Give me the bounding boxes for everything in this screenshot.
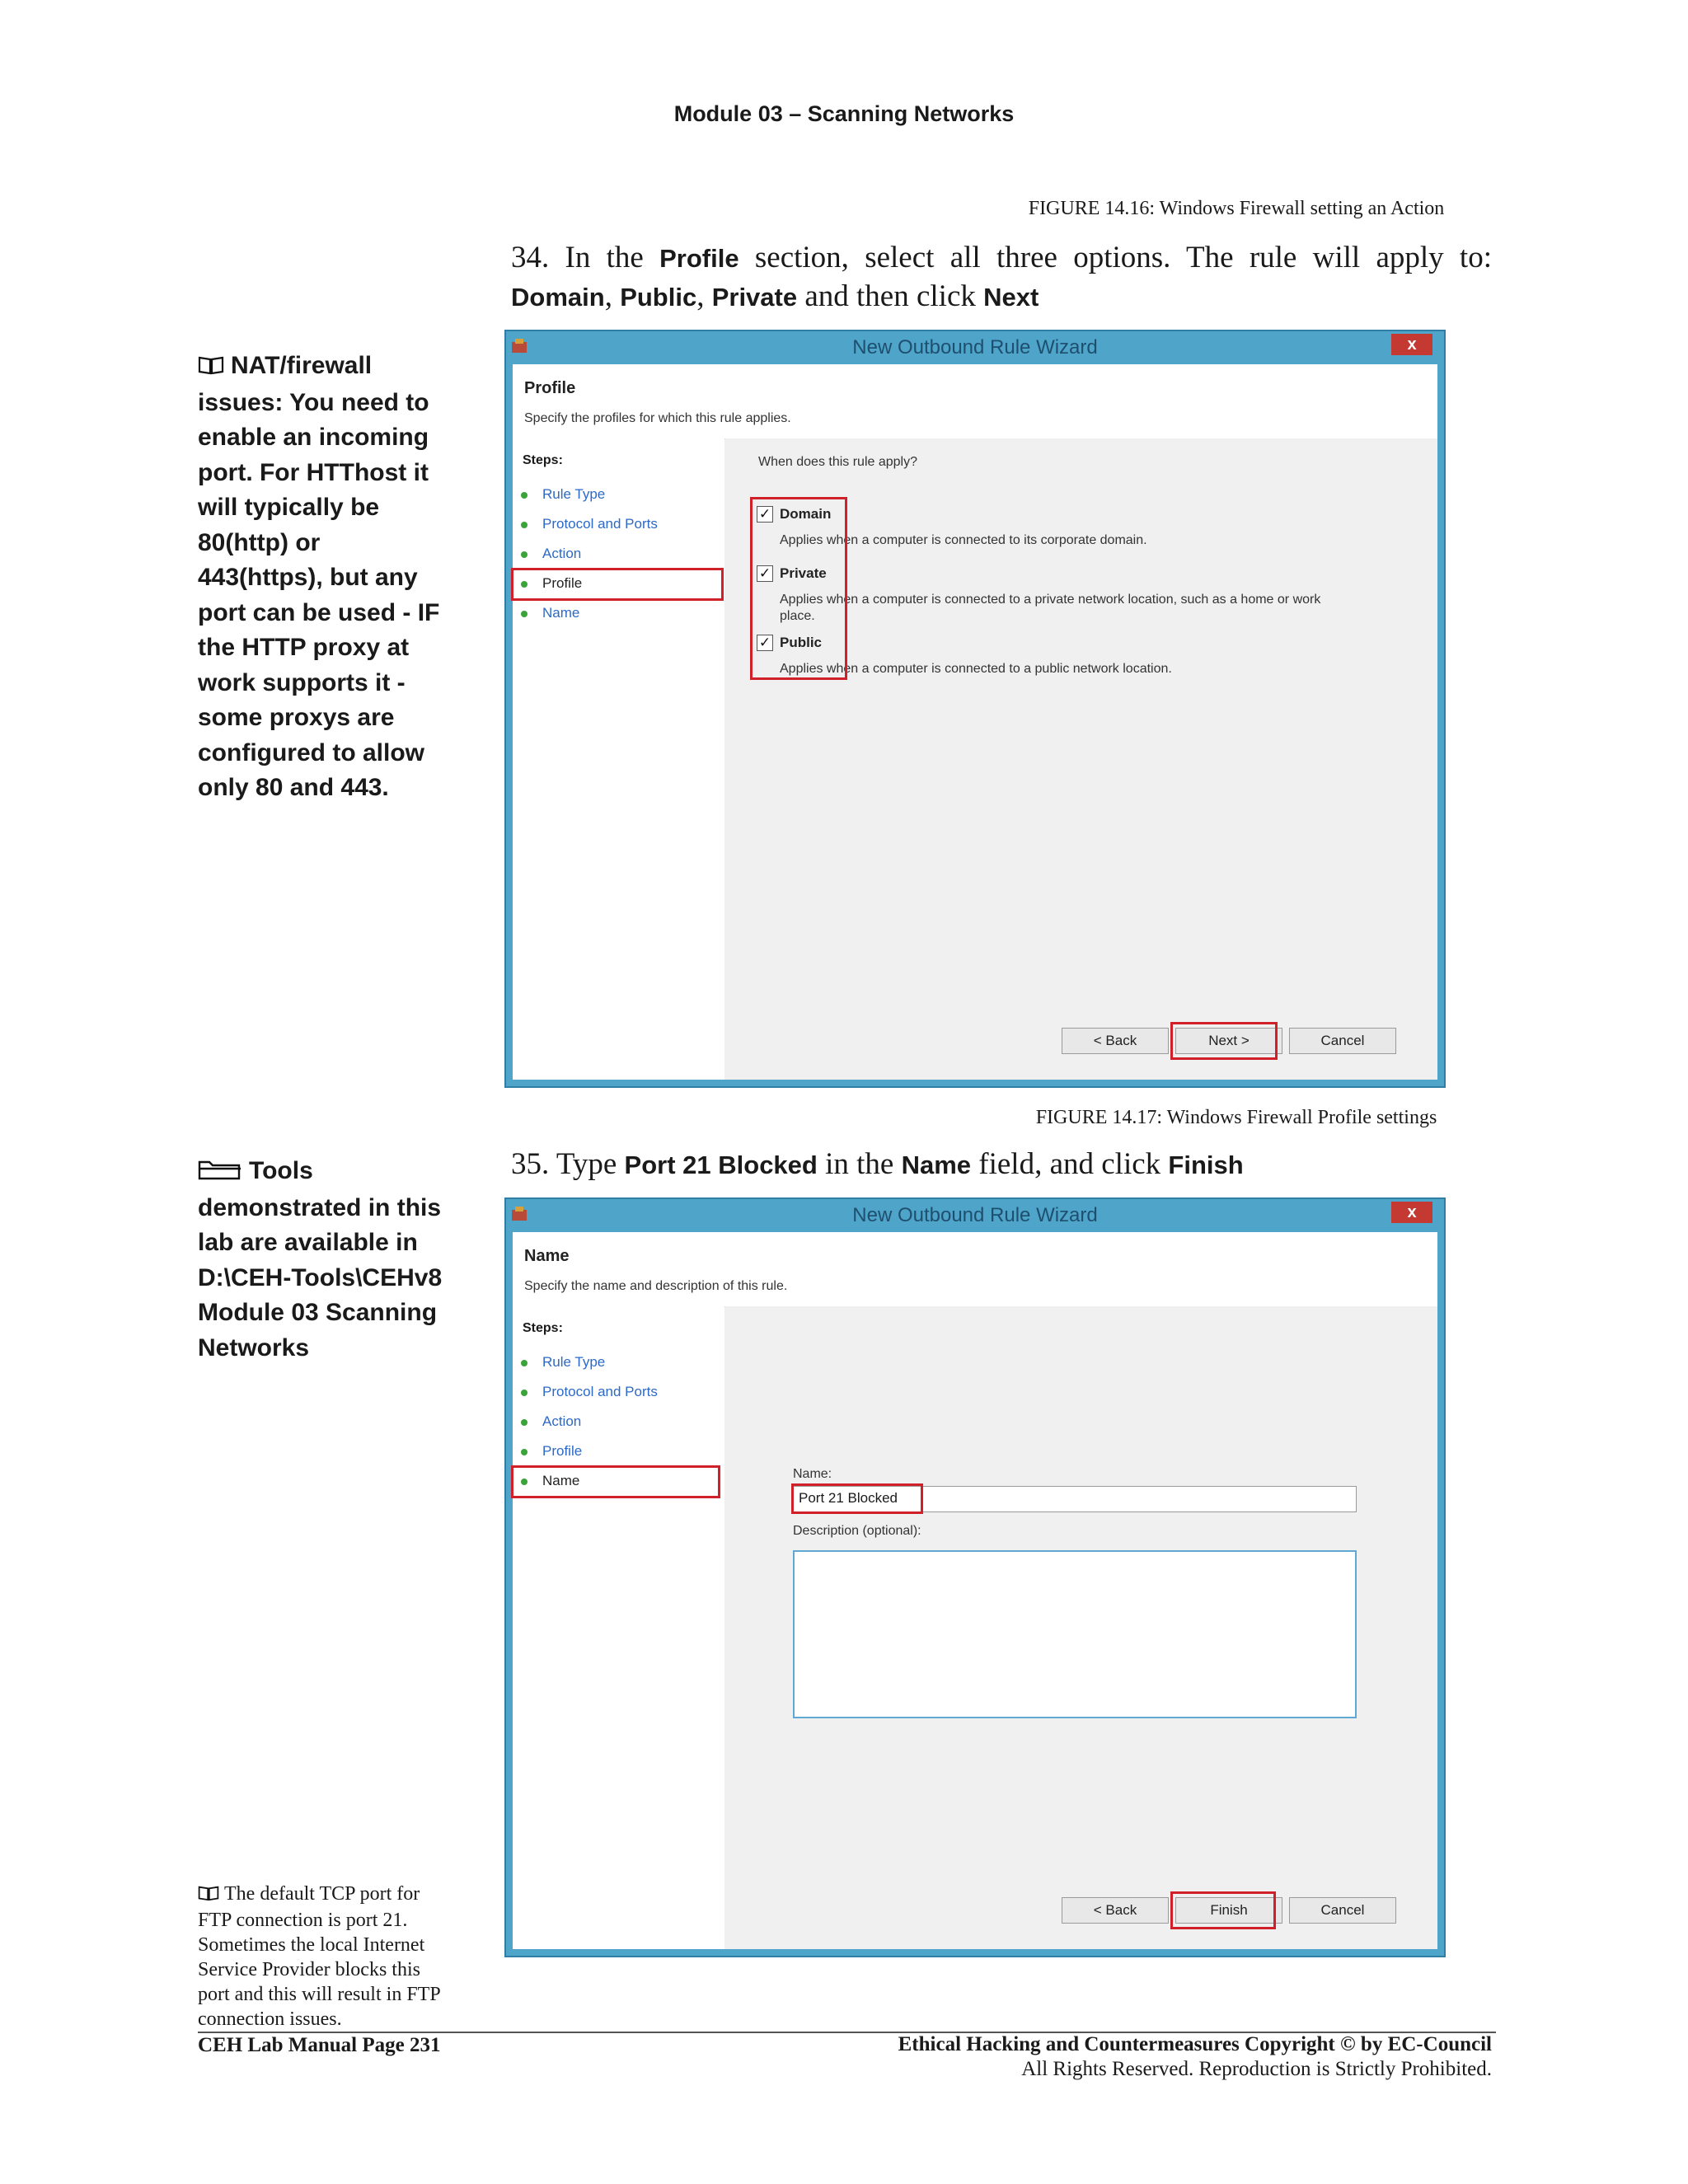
- step-keyword: Name: [901, 1151, 972, 1179]
- wizard-header: [513, 1232, 1437, 1307]
- steps-panel: [513, 1306, 724, 1949]
- step-label: Profile: [542, 575, 583, 591]
- public-description: Applies when a computer is connected to a public network location.: [780, 662, 1172, 676]
- step-bullet-icon: [521, 1449, 528, 1455]
- highlight-box: [791, 1483, 923, 1514]
- step-label: Action: [542, 546, 582, 561]
- step-link-protocol-ports[interactable]: [521, 1377, 719, 1407]
- step-bullet-icon: [521, 1390, 528, 1396]
- step-link-rule-type[interactable]: [521, 1347, 719, 1377]
- name-input[interactable]: Port 21 Blocked: [793, 1486, 1357, 1512]
- outbound-rule-wizard-name: [504, 1197, 1446, 1957]
- step-link-action[interactable]: [521, 1407, 719, 1436]
- folder-icon: [198, 1155, 242, 1191]
- wizard-content: [725, 1306, 1437, 1949]
- domain-label: Domain: [780, 506, 832, 522]
- section-title: Name: [524, 1247, 570, 1265]
- step-label: Profile: [542, 1443, 583, 1459]
- step-text: field, and click: [971, 1147, 1169, 1181]
- figure-caption-14-16: FIGURE 14.16: Windows Firewall setting an Action: [1028, 198, 1445, 219]
- note-text: NAT/firewall issues: You need to enable an incoming port. For HTThost it will typically be 80(http) or 443(https), but any port can be used - IF the HTTP proxy at work supports it - some proxys are configured to allow only 80 and 443.: [198, 352, 440, 801]
- step-bullet-icon: [521, 492, 528, 499]
- outbound-rule-wizard-profile: [504, 330, 1446, 1088]
- highlight-box: [1170, 1891, 1276, 1929]
- back-button[interactable]: < Back: [1062, 1897, 1169, 1924]
- steps-label: Steps:: [523, 453, 563, 467]
- step-text: in the: [817, 1147, 902, 1181]
- description-label: Description (optional):: [793, 1524, 921, 1538]
- step-text: ,: [696, 279, 712, 313]
- step-keyword: Port 21 Blocked: [624, 1151, 818, 1179]
- step-label: Protocol and Ports: [542, 516, 658, 532]
- step-link-action[interactable]: [521, 539, 719, 569]
- highlight-box: [511, 568, 724, 601]
- step-number: 34.: [511, 241, 550, 274]
- domain-description: Applies when a computer is connected to its corporate domain.: [780, 533, 1147, 547]
- cancel-button[interactable]: Cancel: [1289, 1028, 1396, 1054]
- step-bullet-icon: [521, 1360, 528, 1366]
- step-label: Rule Type: [542, 486, 606, 502]
- module-header: Module 03 – Scanning Networks: [673, 101, 1015, 126]
- step-number: 35.: [511, 1147, 550, 1181]
- copyright-line: Ethical Hacking and Countermeasures Copyright © by EC-Council: [898, 2033, 1492, 2055]
- sidebar-note-nat-firewall: [198, 349, 445, 806]
- private-description: Applies when a computer is connected to a private network location, such as a home or work place.: [780, 593, 1321, 623]
- cancel-button[interactable]: Cancel: [1289, 1897, 1396, 1924]
- next-button[interactable]: Next >: [1175, 1028, 1282, 1054]
- wizard-content: [725, 438, 1437, 1080]
- step-keyword: Finish: [1168, 1151, 1244, 1179]
- name-label: Name:: [793, 1467, 832, 1481]
- steps-label: Steps:: [523, 1321, 563, 1335]
- figure-caption-14-17: FIGURE 14.17: Windows Firewall Profile settings: [1035, 1107, 1437, 1128]
- footer-page-label: CEH Lab Manual Page 231: [198, 2034, 441, 2056]
- step-link-protocol-ports[interactable]: [521, 509, 719, 539]
- private-checkbox[interactable]: ✓: [757, 565, 773, 582]
- steps-panel: [513, 438, 724, 1080]
- step-label: Protocol and Ports: [542, 1384, 658, 1399]
- step-keyword: Domain: [511, 283, 605, 312]
- step-text: and then click: [797, 279, 984, 313]
- step-label: Name: [542, 605, 580, 621]
- step-link-profile[interactable]: [521, 1436, 719, 1466]
- step-keyword: Profile: [659, 244, 739, 273]
- private-label: Private: [780, 565, 827, 581]
- step-bullet-icon: [521, 1419, 528, 1426]
- sidebar-note-ftp-port: [198, 1882, 445, 2032]
- step-keyword: Private: [711, 283, 798, 312]
- step-label: Name: [542, 1473, 580, 1488]
- question-label: When does this rule apply?: [758, 455, 917, 469]
- step-text: In the: [565, 241, 660, 274]
- description-textarea[interactable]: [793, 1550, 1357, 1718]
- step-text: Type: [556, 1147, 625, 1181]
- step-34-text: [511, 239, 1492, 316]
- section-title: Profile: [524, 379, 576, 397]
- step-link-name[interactable]: [521, 598, 719, 628]
- note-text: Tools demonstrated in this lab are available in D:\CEH-Tools\CEHv8 Module 03 Scanning Networks: [198, 1157, 443, 1361]
- window-title: New Outbound Rule Wizard: [852, 1204, 1098, 1226]
- sidebar-note-tools: [198, 1154, 445, 1366]
- step-keyword: Next: [983, 283, 1039, 312]
- close-button[interactable]: x: [1391, 334, 1432, 355]
- step-text: section, select all three options. The rule will apply to:: [738, 241, 1492, 274]
- step-bullet-icon: [521, 522, 528, 528]
- step-link-rule-type[interactable]: [521, 480, 719, 509]
- footer-copyright: [824, 2032, 1492, 2082]
- window-title: New Outbound Rule Wizard: [852, 336, 1098, 359]
- step-label: Rule Type: [542, 1354, 606, 1370]
- public-label: Public: [780, 635, 823, 650]
- finish-button[interactable]: Finish: [1175, 1897, 1282, 1924]
- book-icon: [198, 350, 224, 386]
- wizard-header: [513, 364, 1437, 439]
- highlight-box: [1170, 1022, 1278, 1060]
- close-button[interactable]: x: [1391, 1202, 1432, 1223]
- wizard-body: [513, 364, 1437, 1080]
- domain-checkbox[interactable]: ✓: [757, 506, 773, 523]
- public-checkbox[interactable]: ✓: [757, 635, 773, 651]
- section-subtitle: Specify the profiles for which this rule applies.: [524, 411, 791, 425]
- highlight-box: [750, 497, 847, 680]
- step-bullet-icon: [521, 611, 528, 617]
- step-bullet-icon: [521, 551, 528, 558]
- note-text: The default TCP port for FTP connection is port 21. Sometimes the local Internet Service Provider blocks this port and this will result in FTP connection issues.: [198, 1883, 440, 2030]
- section-subtitle: Specify the name and description of this rule.: [524, 1279, 788, 1293]
- step-35-text: [511, 1146, 1492, 1184]
- book-icon: [198, 1883, 219, 1908]
- wizard-body: [513, 1232, 1437, 1949]
- step-text: ,: [604, 279, 621, 313]
- back-button[interactable]: < Back: [1062, 1028, 1169, 1054]
- rights-line: All Rights Reserved. Reproduction is Strictly Prohibited.: [1021, 2058, 1492, 2080]
- highlight-box: [511, 1465, 720, 1498]
- step-label: Action: [542, 1413, 582, 1429]
- step-keyword: Public: [620, 283, 697, 312]
